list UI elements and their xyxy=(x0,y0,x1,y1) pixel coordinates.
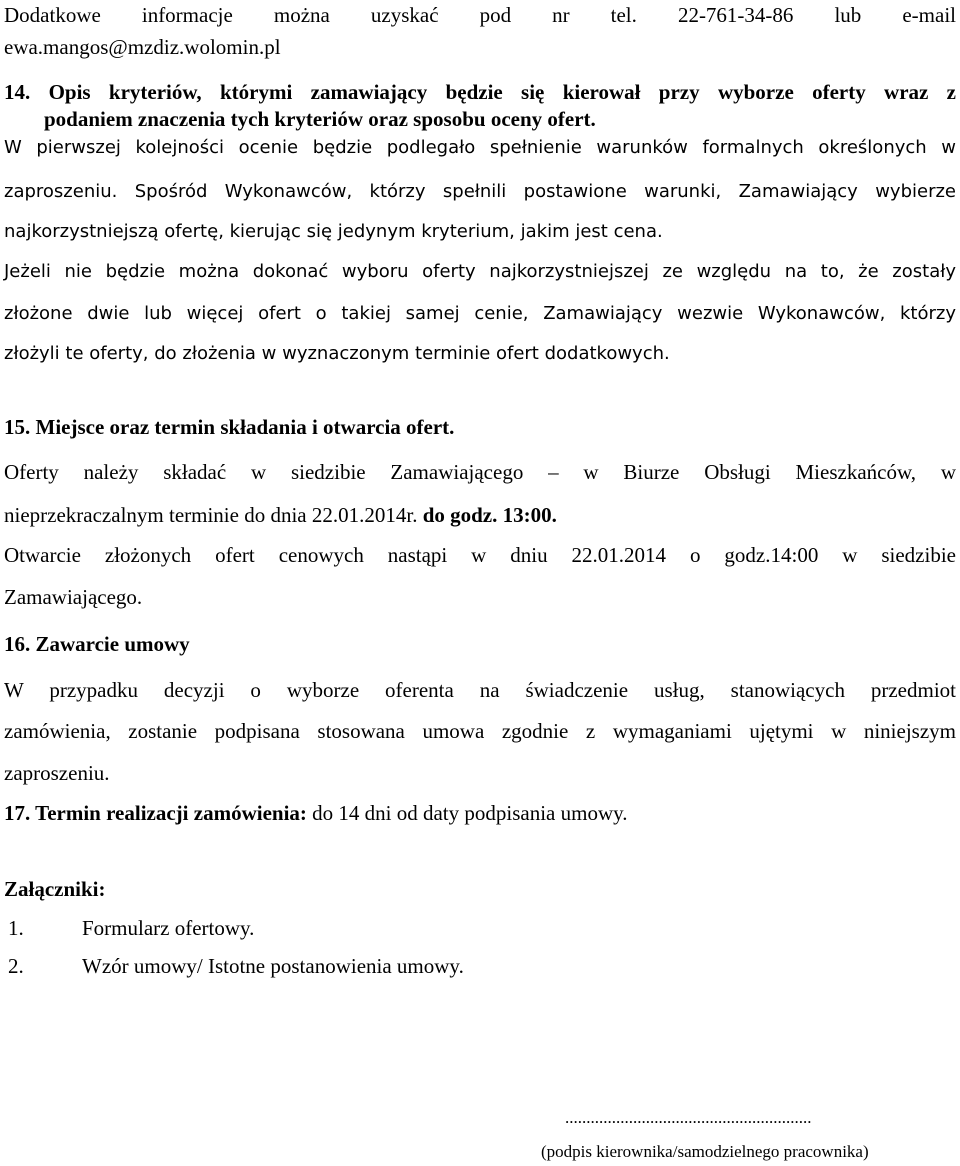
section-16-text-line-2: zamówienia, zostanie podpisana stosowana umowa zgodnie z wymaganiami ujętymi w niniejszym xyxy=(4,719,956,743)
section-16-heading: 16. Zawarcie umowy xyxy=(4,632,190,656)
section-16-text-line-1: W przypadku decyzji o wyborze oferenta na świadczenie usług, stanowiących przedmiot xyxy=(4,678,956,702)
attachment-text: Wzór umowy/ Istotne postanowienia umowy. xyxy=(82,954,464,978)
section-16-text-line-3: zaproszeniu. xyxy=(4,761,110,785)
section-14-text-line-6: złożyli te oferty, do złożenia w wyznaczonym terminie ofert dodatkowych. xyxy=(4,343,670,364)
section-14-heading-line-1: 14. Opis kryteriów, którymi zamawiający będzie się kierował przy wyborze oferty wraz z xyxy=(4,80,956,104)
section-14-text-line-1: W pierwszej kolejności ocenie będzie podlegało spełnienie warunków formalnych określonych w xyxy=(4,137,956,158)
contact-line-1: Dodatkowe informacje można uzyskać pod nr tel. 22-761-34-86 lub e-mail xyxy=(4,3,956,27)
attachment-number: 1. xyxy=(8,916,24,940)
section-17-heading: 17. Termin realizacji zamówienia: xyxy=(4,801,307,825)
section-14-text-line-3: najkorzystniejszą ofertę, kierując się jedynym kryterium, jakim jest cena. xyxy=(4,221,663,242)
section-14-text-line-5: złożone dwie lub więcej ofert o takiej samej cenie, Zamawiający wezwie Wykonawców, którzy xyxy=(4,303,956,324)
section-15-text-line-4: Zamawiającego. xyxy=(4,585,143,609)
section-17-line xyxy=(4,801,956,825)
deadline-date: nieprzekraczalnym terminie do dnia 22.01.2014r. xyxy=(4,503,418,527)
section-15-text-line-2 xyxy=(4,503,956,527)
deadline-time: do godz. 13:00. xyxy=(422,503,557,527)
section-14-text-line-2: zaproszeniu. Spośród Wykonawców, którzy spełnili postawione warunki, Zamawiający wybierze xyxy=(4,181,956,202)
section-15-text-line-3: Otwarcie złożonych ofert cenowych nastąpi w dniu 22.01.2014 o godz.14:00 w siedzibie xyxy=(4,543,956,567)
section-14-heading-line-2: podaniem znaczenia tych kryteriów oraz sposobu oceny ofert. xyxy=(44,107,596,131)
section-15-heading: 15. Miejsce oraz termin składania i otwarcia ofert. xyxy=(4,415,455,439)
section-15-text-line-1: Oferty należy składać w siedzibie Zamawiającego – w Biurze Obsługi Mieszkańców, w xyxy=(4,460,956,484)
attachments-heading: Załączniki: xyxy=(4,877,106,901)
attachment-text: Formularz ofertowy. xyxy=(82,916,255,940)
section-14-text-line-4: Jeżeli nie będzie można dokonać wyboru oferty najkorzystniejszej ze względu na to, że zostały xyxy=(4,261,956,282)
signature-dots: .......................................................... xyxy=(565,1108,812,1127)
attachment-number: 2. xyxy=(8,954,24,978)
section-17-text: do 14 dni od daty podpisania umowy. xyxy=(312,801,628,825)
signature-caption: (podpis kierownika/samodzielnego pracownika) xyxy=(541,1142,869,1161)
contact-email: ewa.mangos@mzdiz.wolomin.pl xyxy=(4,35,281,59)
